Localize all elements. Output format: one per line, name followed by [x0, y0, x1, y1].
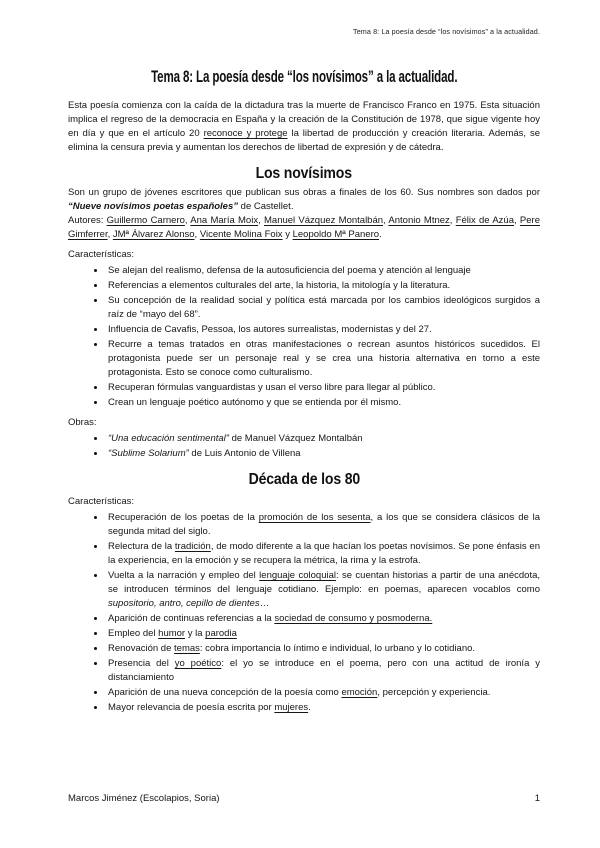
- text-run: ,: [194, 229, 200, 240]
- text-run: humor: [158, 628, 186, 639]
- text-run: Recuperan fórmulas vanguardistas y usan el verso libre para llegar al público.: [108, 382, 436, 393]
- text-run: parodia: [205, 628, 237, 639]
- text-run: promoción de los sesenta: [258, 512, 371, 523]
- text-run: Aparición de una nueva concepción de la poesía como: [108, 687, 342, 698]
- text-run: Esta poesía comienza con la caída de la dictadura tras la muerte de Francisco Franco en 1975. Esta situación implica el regreso de la democracia en España y la creación de la Constitución de 1978, que sigue vigente hoy en día y que en el artículo 20: [68, 100, 540, 139]
- text-run: Referencias a elementos culturales del arte, la historia, la mitología y la literatura.: [108, 280, 451, 291]
- novisimos-caracteristicas-list: [68, 263, 540, 410]
- text-run: supositorio, antro, cepillo de dientes: [108, 598, 260, 609]
- intro-paragraph: [68, 99, 540, 155]
- section-heading-decada80-text: Década de los 80: [248, 471, 360, 488]
- text-run: “Una educación sentimental”: [108, 433, 229, 444]
- text-run: Empleo del: [108, 628, 159, 639]
- text-run: Se alejan del realismo, defensa de la autosuficiencia del poema y atención al lenguaje: [108, 265, 471, 276]
- text-run: JMª Álvarez Alonso: [112, 229, 195, 240]
- text-run: ,: [107, 229, 113, 240]
- list-item: [106, 380, 540, 395]
- list-item: [106, 337, 540, 380]
- section-heading-novisimos-text: Los novísimos: [255, 165, 353, 182]
- list-item: [106, 568, 540, 611]
- decada80-caracteristicas-label: Características:: [68, 496, 134, 507]
- text-run: Vuelta a la narración y empleo del: [108, 570, 260, 581]
- novisimos-obras-list: [68, 431, 540, 461]
- text-run: Renovación de: [108, 643, 175, 654]
- list-item: [106, 700, 540, 715]
- text-run: Guillermo Carnero: [106, 215, 185, 226]
- text-run: “Sublime Solarium”: [108, 448, 189, 459]
- text-run: sociedad de consumo y posmoderna.: [274, 613, 433, 624]
- novisimos-caracteristicas-label: Características:: [68, 249, 134, 260]
- text-run: Mayor relevancia de poesía escrita por: [108, 702, 275, 713]
- decada80-caracteristicas-list: [68, 510, 540, 715]
- text-run: : cobra importancia lo íntimo e individual, lo urbano y lo cotidiano.: [199, 643, 476, 654]
- text-run: yo poético: [174, 658, 222, 669]
- text-run: : se cuentan historias a partir de una anécdota, se introducen términos del lenguaje cotidiano. Ejemplo: en poemas, aparecen vocablos como: [108, 570, 541, 595]
- text-run: ,: [184, 215, 191, 226]
- text-run: tradición: [174, 541, 211, 552]
- text-run: ,: [514, 215, 520, 226]
- novisimos-authors-paragraph: [68, 214, 540, 242]
- document-content: [68, 0, 540, 715]
- text-run: reconoce y protege: [203, 128, 288, 139]
- list-item: [106, 322, 540, 337]
- text-run: Su concepción de la realidad social y política está marcada por los cambios ideológicos surgidos a raíz de “mayo del 68”.: [108, 295, 540, 320]
- list-item: [106, 278, 540, 293]
- list-item: [106, 395, 540, 410]
- list-item: [106, 431, 540, 446]
- list-item: [106, 656, 540, 685]
- text-run: Autores:: [68, 215, 107, 226]
- text-run: …: [259, 598, 270, 609]
- list-item: [106, 685, 540, 700]
- text-run: Crean un lenguaje poético autónomo y que se entienda por él mismo.: [108, 397, 402, 408]
- text-run: Relectura de la: [108, 541, 175, 552]
- text-run: Aparición de continuas referencias a la: [108, 613, 275, 624]
- text-run: Presencia del: [108, 658, 175, 669]
- text-run: ,: [258, 215, 264, 226]
- text-run: Recurre a temas tratados en otras manifestaciones o recrean asuntos históricos sucedidos. El protagonista puede ser un personaje real y se crea una historia alternativa en torno a este protagonista. Esto se conoce como culturalismo.: [108, 339, 540, 378]
- text-run: Manuel Vázquez Montalbán: [264, 215, 384, 226]
- text-run: de Luis Antonio de Villena: [188, 448, 301, 459]
- text-run: de Manuel Vázquez Montalbán: [228, 433, 363, 444]
- list-item: [106, 293, 540, 322]
- text-run: Pere Gimferrer: [68, 215, 540, 240]
- text-run: .: [379, 229, 382, 240]
- text-run: Son un grupo de jóvenes escritores que publican sus obras a finales de los 60. Sus nombres son dados por: [68, 187, 540, 198]
- text-run: Recuperación de los poetas de la: [108, 512, 259, 523]
- novisimos-intro-paragraph: [68, 186, 540, 214]
- text-run: y: [282, 229, 293, 240]
- text-run: y la: [185, 628, 206, 639]
- text-run: emoción: [341, 687, 378, 698]
- text-run: Leopoldo Mª Panero: [292, 229, 380, 240]
- text-run: , a los que se considera clásicos de la segunda mitad del siglo.: [108, 512, 540, 537]
- list-item: [106, 539, 540, 568]
- text-run: Vicente Molina Foix: [199, 229, 283, 240]
- list-item: [106, 626, 540, 641]
- text-run: .: [308, 702, 311, 713]
- text-run: , de modo diferente a la que hacían los poetas novísimos. Se pone énfasis en la experiencia, en la emoción y se recupera la métrica, la rima y la estrofa.: [108, 541, 541, 566]
- document-title: [68, 60, 540, 88]
- text-run: temas: [174, 643, 200, 654]
- text-run: ,: [383, 215, 389, 226]
- text-run: , percepción y experiencia.: [377, 687, 491, 698]
- text-run: mujeres: [274, 702, 309, 713]
- text-run: Félix de Azúa: [455, 215, 514, 226]
- section-heading-novisimos: [68, 162, 540, 183]
- running-header: Tema 8: La poesía desde “los novísimos” a la actualidad.: [353, 27, 540, 36]
- text-run: “Nueve novísimos poetas españoles”: [68, 201, 239, 212]
- text-run: Ana María Moix: [190, 215, 259, 226]
- list-item: [106, 641, 540, 656]
- section-heading-decada80: [68, 468, 540, 489]
- text-run: de Castellet.: [238, 201, 294, 212]
- text-run: Antonio Mtnez: [388, 215, 450, 226]
- footer-author: Marcos Jiménez (Escolapios, Soria): [68, 793, 220, 804]
- document-title-text: Tema 8: La poesía desde “los novísimos” a la actualidad.: [150, 67, 458, 86]
- list-item: [106, 446, 540, 461]
- list-item: [106, 510, 540, 539]
- text-run: : el yo se introduce en el poema, pero con una actitud de ironía y distanciamiento: [108, 658, 540, 683]
- text-run: Influencia de Cavafis, Pessoa, los autores surrealistas, modernistas y del 27.: [108, 324, 432, 335]
- text-run: lenguaje coloquial: [259, 570, 336, 581]
- text-run: ,: [449, 215, 456, 226]
- page-footer: [68, 793, 540, 804]
- novisimos-obras-label: Obras:: [68, 417, 97, 428]
- footer-page-number: 1: [534, 793, 540, 804]
- list-item: [106, 611, 540, 626]
- list-item: [106, 263, 540, 278]
- text-run: la libertad de producción y creación literaria. Además, se elimina la censura previa y aumentan los derechos de libertad de expresión y de cátedra.: [68, 128, 541, 153]
